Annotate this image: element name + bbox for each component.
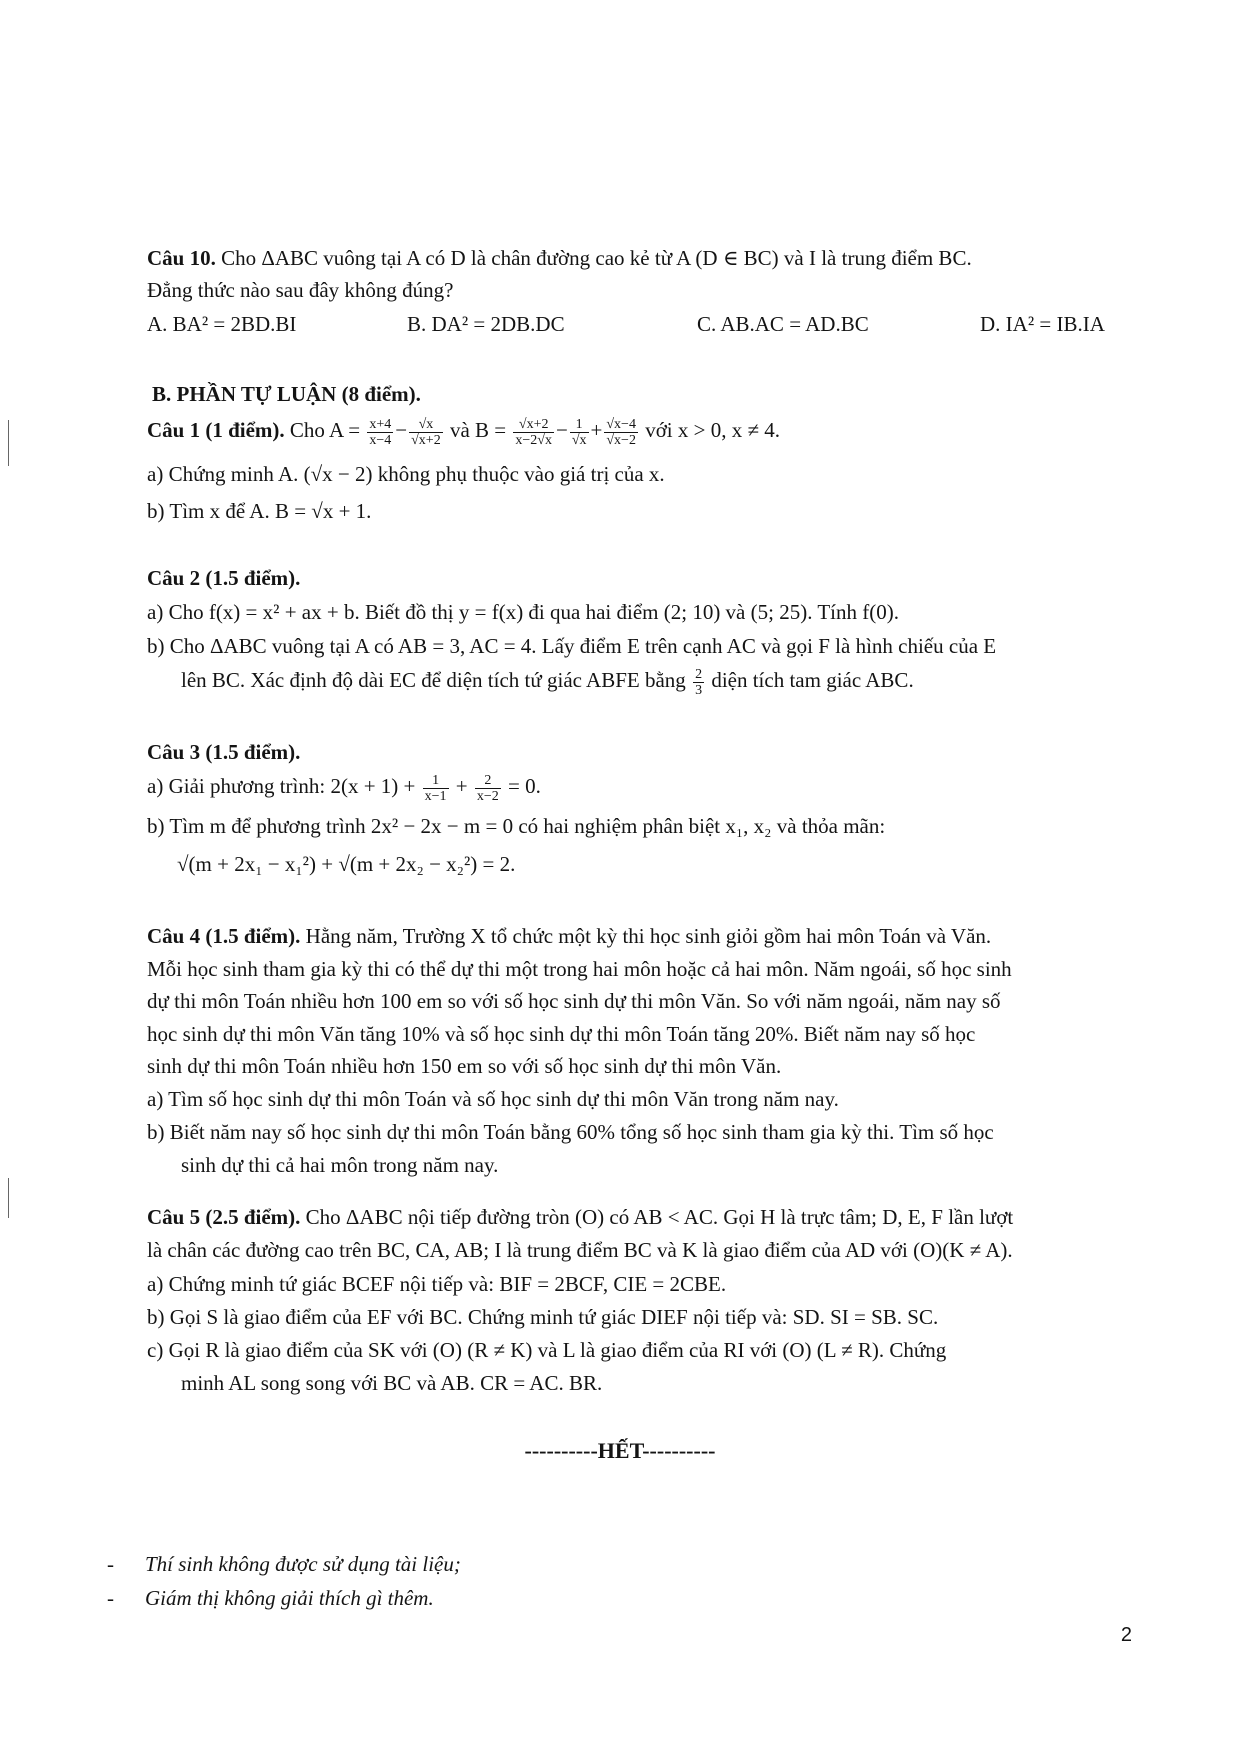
q1-line: Câu 1 (1 điểm). Cho A = $\frac{x+4}{x-4}$ − $\frac{√x}{√x+2}$ và B = $\frac{√x+2}{x-2√x}$ − $\frac{1}{√x}$ + $\frac{√x-4}{√x-2}$ với x > 0, x ≠ 4.: [147, 416, 781, 448]
q5-line1: [147, 1203, 1013, 1231]
note-1: [107, 1550, 461, 1578]
scan-mark: [8, 420, 9, 466]
q1-fraction-3: $\frac{√x+2}{x-2√x}$: [515, 416, 552, 448]
q3-a-post: = 0.: [508, 774, 541, 798]
q1-fraction-1: $\frac{x+4}{x-4}$: [369, 416, 392, 448]
q4-line2: Mỗi học sinh tham gia kỳ thi có thể dự thi một trong hai môn hoặc cả hai môn. Năm ngoái, số học sinh: [147, 957, 1012, 981]
q5-line2: là chân các đường cao trên BC, CA, AB; I là trung điểm BC và K là giao điểm của AD với (O)(K ≠ A).: [147, 1238, 1013, 1262]
page-number: 2: [1120, 1624, 1132, 1646]
q5-b: b) Gọi S là giao điểm của EF với BC. Chứng minh tứ giác DIEF nội tiếp và: SD. SI = SB. SC.: [147, 1305, 939, 1329]
q4-line1: [147, 922, 991, 950]
note-2: [107, 1584, 434, 1612]
scan-mark: [8, 1178, 9, 1218]
q2-label: Câu 2 (1.5 điểm).: [147, 566, 301, 590]
q3-b-line1: b) Tìm m để phương trình 2x² − 2x − m = 0 có hai nghiệm phân biệt x₁, x₂ và thỏa mãn:: [147, 814, 886, 838]
q1-a: a) Chứng minh A. (√x − 2) không phụ thuộc vào giá trị của x.: [147, 462, 665, 486]
q10-option-c: C. AB.AC = AD.BC: [697, 312, 869, 336]
q5-a: a) Chứng minh tứ giác BCEF nội tiếp và: BIF = 2BCF, CIE = 2CBE.: [147, 1272, 727, 1296]
q3-fraction-2: $\frac{2}{x-2}$: [476, 772, 499, 804]
q3-a-mid: +: [455, 774, 468, 798]
note-dash: -: [107, 1586, 114, 1610]
q4-line4: học sinh dự thi môn Văn tăng 10% và số học sinh dự thi môn Toán tăng 20%. Biết năm nay số học: [147, 1022, 976, 1046]
q2-b-line1: b) Cho ΔABC vuông tại A có AB = 3, AC = 4. Lấy điểm E trên cạnh AC và gọi F là hình chiếu của E: [147, 634, 997, 658]
q4-text-1: Hằng năm, Trường X tổ chức một kỳ thi học sinh giỏi gồm hai môn Toán và Văn.: [305, 924, 992, 948]
q3-fraction-1: $\frac{1}{x-1}$: [424, 772, 447, 804]
end-marker: ----------HẾT----------: [524, 1438, 716, 1463]
q1-fraction-2: $\frac{√x}{√x+2}$: [411, 416, 441, 448]
q10-label: Câu 10.: [147, 246, 216, 270]
note-1-text: Thí sinh không được sử dụng tài liệu;: [145, 1552, 461, 1576]
section-heading: B. PHẦN TỰ LUẬN (8 điểm).: [152, 382, 421, 406]
q5-c-line2: minh AL song song với BC và AB. CR = AC. BR.: [181, 1371, 603, 1395]
q5-label: Câu 5 (2.5 điểm).: [147, 1205, 301, 1229]
note-dash: -: [107, 1552, 114, 1576]
q10-line1: [147, 244, 972, 272]
q3-a-pre: a) Giải phương trình: 2(x + 1) +: [147, 774, 416, 798]
q2-fraction: $\frac{2}{3}$: [695, 666, 703, 698]
q1-mid: và B =: [449, 418, 507, 442]
q10-line2: Đẳng thức nào sau đây không đúng?: [147, 278, 454, 302]
q10-option-d: D. IA² = IB.IA: [980, 312, 1105, 336]
q3-a: [147, 772, 541, 804]
q10-option-a: A. BA² = 2BD.BI: [147, 312, 297, 336]
q4-line5: sinh dự thi môn Toán nhiều hơn 150 em so với số học sinh dự thi môn Văn.: [147, 1054, 782, 1078]
note-2-text: Giám thị không giải thích gì thêm.: [145, 1586, 434, 1610]
q4-b-line2: sinh dự thi cả hai môn trong năm nay.: [181, 1153, 499, 1177]
q10-option-b: B. DA² = 2DB.DC: [407, 312, 565, 336]
q4-label: Câu 4 (1.5 điểm).: [147, 924, 301, 948]
q2-b2-post: diện tích tam giác ABC.: [711, 668, 914, 692]
q1-pre: Cho A =: [289, 418, 361, 442]
q10-text: Cho ΔABC vuông tại A có D là chân đường cao kẻ từ A (D ∈ BC) và I là trung điểm BC.: [221, 246, 972, 270]
q1-fraction-5: $\frac{√x-4}{√x-2}$: [606, 416, 636, 448]
q5-c-line1: c) Gọi R là giao điểm của SK với (O) (R ≠ K) và L là giao điểm của RI với (O) (L ≠ R). Chứng: [147, 1338, 947, 1362]
q1-post: với x > 0, x ≠ 4.: [645, 418, 781, 442]
q2-b-line2: [181, 666, 914, 698]
q1-label: Câu 1 (1 điểm).: [147, 418, 285, 442]
q4-line3: dự thi môn Toán nhiều hơn 100 em so với số học sinh dự thi môn Văn. So với năm ngoái, năm nay số: [147, 989, 1001, 1013]
q4-b-line1: b) Biết năm nay số học sinh dự thi môn Toán bằng 60% tổng số học sinh tham gia kỳ thi. Tìm số học: [147, 1120, 994, 1144]
q5-text-1: Cho ΔABC nội tiếp đường tròn (O) có AB < AC. Gọi H là trực tâm; D, E, F lần lượt: [305, 1205, 1014, 1229]
q3-b-line2: √(m + 2x₁ − x₁²) + √(m + 2x₂ − x₂²) = 2.: [177, 852, 516, 876]
q4-a: a) Tìm số học sinh dự thi môn Toán và số học sinh dự thi môn Văn trong năm nay.: [147, 1087, 839, 1111]
q1-fraction-4: $\frac{1}{√x}$: [571, 416, 587, 448]
q1-b: b) Tìm x để A. B = √x + 1.: [147, 499, 372, 523]
q3-label: Câu 3 (1.5 điểm).: [147, 740, 301, 764]
q2-a: a) Cho f(x) = x² + ax + b. Biết đồ thị y = f(x) đi qua hai điểm (2; 10) và (5; 25). Tính f(0).: [147, 600, 899, 624]
q2-b2-pre: lên BC. Xác định độ dài EC để diện tích tứ giác ABFE bằng: [181, 668, 686, 692]
